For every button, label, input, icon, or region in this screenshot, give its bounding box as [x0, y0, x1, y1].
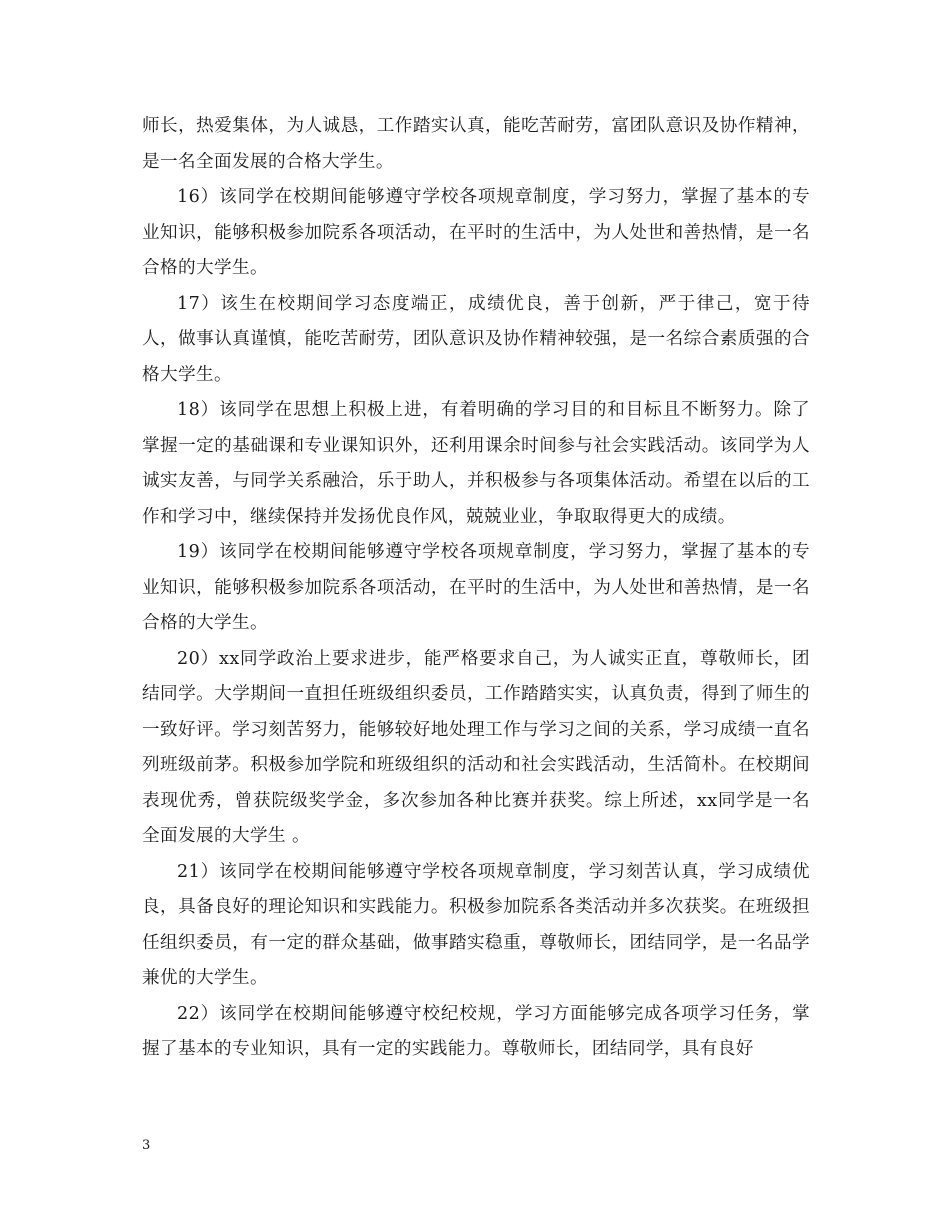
- paragraph-20: 20）xx同学政治上要求进步，能严格要求自己，为人诚实正直，尊敬师长，团结同学。大学期间一直担任班级组织委员，工作踏踏实实，认真负责，得到了师生的一致好评。学习刻苦努力，能够较好地处理工作与学习之间的关系，学习成绩一直名列班级前茅。积极参加学院和班级组织的活动和社会实践活动，生活简朴。在校期间表现优秀，曾获院级奖学金，多次参加各种比赛并获奖。综上所述，xx同学是一名全面发展的大学生 。: [142, 648, 810, 846]
- document-page: [142, 109, 810, 1068]
- paragraph-19: 19）该同学在校期间能够遵守学校各项规章制度，学习努力，掌握了基本的专业知识，能够积极参加院系各项活动，在平时的生活中，为人处世和善热情，是一名合格的大学生。: [142, 542, 810, 633]
- paragraph-16: 16）该同学在校期间能够遵守学校各项规章制度，学习努力，掌握了基本的专业知识，能够积极参加院系各项活动，在平时的生活中，为人处世和善热情，是一名合格的大学生。: [142, 187, 810, 278]
- paragraph-18: 18）该同学在思想上积极上进，有着明确的学习目的和目标且不断努力。除了掌握一定的基础课和专业课知识外，还利用课余时间参与社会实践活动。该同学为人诚实友善，与同学关系融洽，乐于助人，并积极参与各项集体活动。希望在以后的工作和学习中，继续保持并发扬优良作风，兢兢业业，争取取得更大的成绩。: [142, 400, 810, 527]
- paragraph-17: 17）该生在校期间学习态度端正，成绩优良，善于创新，严于律己，宽于待人，做事认真谨慎，能吃苦耐劳，团队意识及协作精神较强，是一名综合素质强的合格大学生。: [142, 293, 810, 385]
- page-number: 3: [142, 1138, 151, 1153]
- paragraph-21: 21）该同学在校期间能够遵守学校各项规章制度，学习刻苦认真，学习成绩优良，具备良好的理论知识和实践能力。积极参加院系各类活动并多次获奖。在班级担任组织委员，有一定的群众基础，做事踏实稳重，尊敬师长，团结同学，是一名品学兼优的大学生。: [142, 861, 810, 988]
- paragraph-22: 22）该同学在校期间能够遵守校纪校规，学习方面能够完成各项学习任务，掌握了基本的专业知识，具有一定的实践能力。尊敬师长，团结同学，具有良好: [142, 1003, 810, 1059]
- paragraph-continued: 师长，热爱集体，为人诚恳，工作踏实认真，能吃苦耐劳，富团队意识及协作精神，是一名全面发展的合格大学生。: [142, 116, 810, 172]
